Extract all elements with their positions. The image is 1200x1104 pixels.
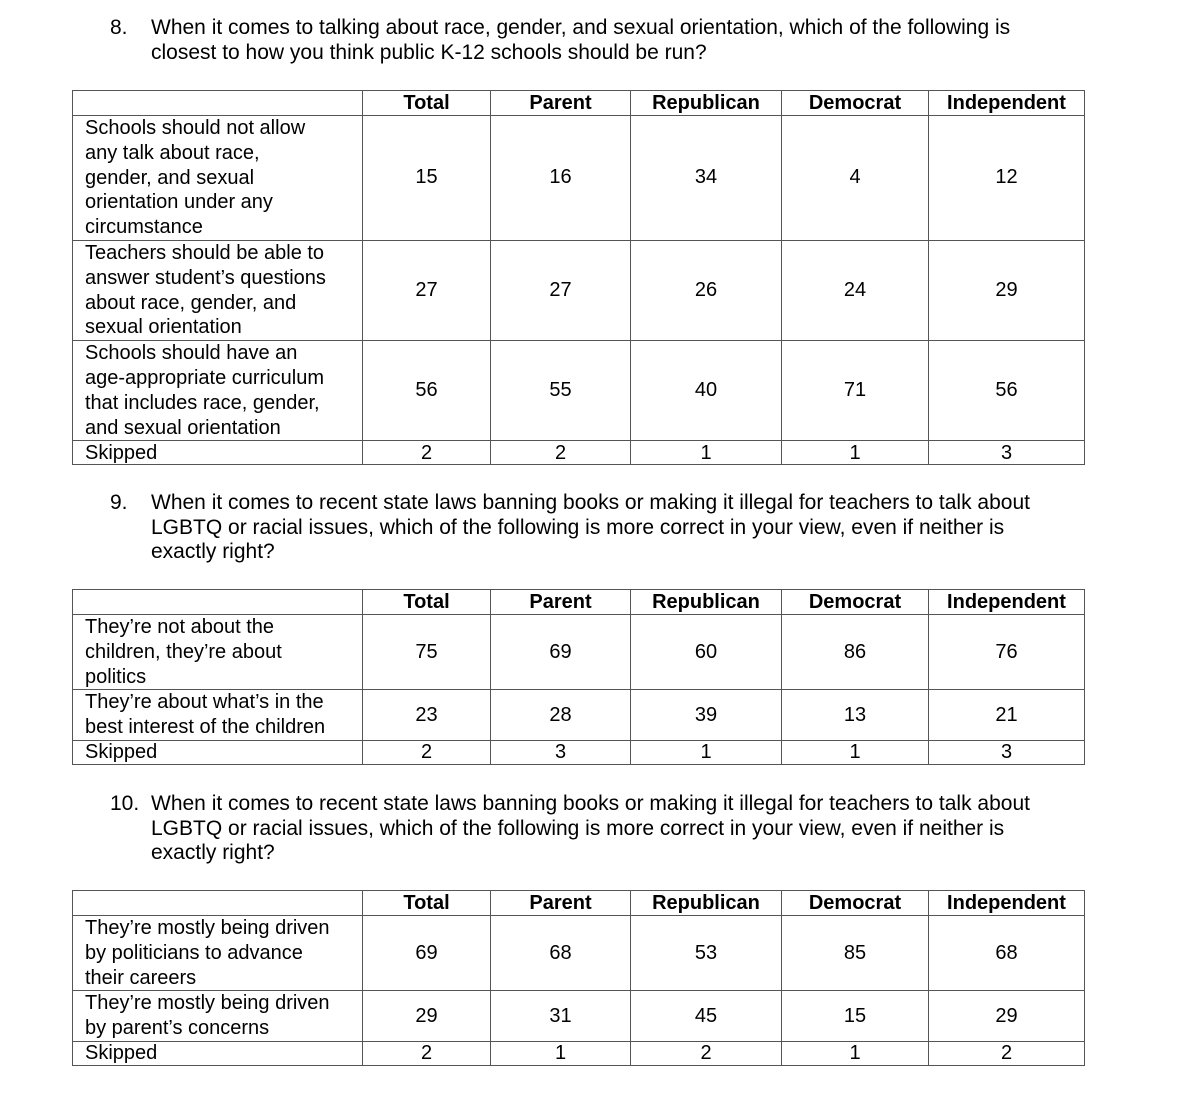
row-label — [73, 991, 363, 1042]
results-table-q8 — [72, 90, 1085, 465]
question-text-line: exactly right? — [151, 540, 275, 563]
cell-parent: 3 — [491, 740, 631, 764]
cell-total: 15 — [363, 116, 491, 241]
cell-total: 69 — [363, 916, 491, 991]
header-total: Total — [363, 891, 491, 916]
row-label — [73, 240, 363, 340]
table-row — [73, 615, 1085, 690]
label-line: circumstance — [85, 216, 203, 239]
cell-independent: 3 — [929, 441, 1085, 465]
row-label — [73, 916, 363, 991]
cell-parent: 2 — [491, 441, 631, 465]
label-line: They’re mostly being driven — [85, 992, 330, 1015]
cell-independent: 29 — [929, 991, 1085, 1042]
table-row-skipped — [73, 1041, 1085, 1065]
cell-republican: 1 — [631, 740, 782, 764]
header-republican: Republican — [631, 891, 782, 916]
cell-republican: 53 — [631, 916, 782, 991]
cell-parent: 68 — [491, 916, 631, 991]
question-9 — [110, 491, 1110, 565]
cell-republican: 45 — [631, 991, 782, 1042]
table-row — [73, 116, 1085, 241]
cell-parent: 1 — [491, 1041, 631, 1065]
label-line: about race, gender, and — [85, 291, 297, 314]
label-line: Schools should have an — [85, 342, 298, 365]
question-text-line: When it comes to recent state laws banning books or making it illegal for teachers to talk about — [151, 792, 1030, 815]
label-line: They’re about what’s in the — [85, 691, 324, 714]
cell-democrat: 71 — [782, 341, 929, 441]
table-row — [73, 690, 1085, 741]
table-header-row — [73, 891, 1085, 916]
question-text-line: LGBTQ or racial issues, which of the following is more correct in your view, even if neither is — [151, 816, 1005, 840]
header-democrat: Democrat — [782, 891, 929, 916]
label-line: their careers — [85, 966, 197, 989]
cell-total: 27 — [363, 240, 491, 340]
header-democrat: Democrat — [782, 590, 929, 615]
question-number: 8. — [110, 16, 128, 39]
label-line: sexual orientation — [85, 316, 242, 339]
cell-independent: 56 — [929, 341, 1085, 441]
label-line: answer student’s questions — [85, 266, 326, 289]
question-text-line: When it comes to recent state laws banning books or making it illegal for teachers to talk about — [151, 491, 1030, 514]
question-text-line: exactly right? — [151, 841, 275, 864]
cell-independent: 3 — [929, 740, 1085, 764]
cell-republican: 39 — [631, 690, 782, 741]
cell-total: 29 — [363, 991, 491, 1042]
question-text-line: When it comes to talking about race, gender, and sexual orientation, which of the following is — [151, 16, 1011, 39]
question-8 — [110, 16, 1110, 65]
table-row-skipped — [73, 740, 1085, 764]
cell-republican: 40 — [631, 341, 782, 441]
table-header-row — [73, 91, 1085, 116]
header-independent: Independent — [929, 891, 1085, 916]
header-empty — [73, 590, 363, 615]
question-text — [151, 16, 1110, 65]
results-table-q9 — [72, 589, 1085, 765]
cell-parent: 16 — [491, 116, 631, 241]
table-row — [73, 240, 1085, 340]
label-line: Teachers should be able to — [85, 241, 325, 264]
label-line: by politicians to advance — [85, 941, 303, 964]
cell-parent: 28 — [491, 690, 631, 741]
cell-total: 23 — [363, 690, 491, 741]
header-total: Total — [363, 91, 491, 116]
header-republican: Republican — [631, 91, 782, 116]
label-line: gender, and sexual — [85, 166, 255, 189]
cell-republican: 1 — [631, 441, 782, 465]
cell-independent: 2 — [929, 1041, 1085, 1065]
cell-parent: 55 — [491, 341, 631, 441]
label-line: best interest of the children — [85, 716, 326, 739]
cell-democrat: 15 — [782, 991, 929, 1042]
label-line: politics — [85, 665, 147, 688]
row-label — [73, 341, 363, 441]
header-republican: Republican — [631, 590, 782, 615]
label-line: Schools should not allow — [85, 117, 306, 139]
cell-independent: 21 — [929, 690, 1085, 741]
cell-total: 56 — [363, 341, 491, 441]
cell-democrat: 1 — [782, 1041, 929, 1065]
label-line: any talk about race, — [85, 141, 260, 164]
header-independent: Independent — [929, 91, 1085, 116]
cell-independent: 29 — [929, 240, 1085, 340]
cell-democrat: 24 — [782, 240, 929, 340]
cell-democrat: 13 — [782, 690, 929, 741]
label-line: children, they’re about — [85, 640, 282, 663]
header-parent: Parent — [491, 91, 631, 116]
table-row — [73, 341, 1085, 441]
cell-independent: 12 — [929, 116, 1085, 241]
cell-parent: 31 — [491, 991, 631, 1042]
cell-independent: 76 — [929, 615, 1085, 690]
cell-republican: 26 — [631, 240, 782, 340]
table-header-row — [73, 590, 1085, 615]
cell-democrat: 86 — [782, 615, 929, 690]
row-label — [73, 690, 363, 741]
row-label: Skipped — [73, 740, 363, 764]
cell-independent: 68 — [929, 916, 1085, 991]
question-text — [151, 491, 1110, 565]
question-text — [151, 792, 1110, 866]
row-label — [73, 116, 363, 241]
header-democrat: Democrat — [782, 91, 929, 116]
header-empty — [73, 91, 363, 116]
cell-total: 75 — [363, 615, 491, 690]
cell-total: 2 — [363, 1041, 491, 1065]
header-parent: Parent — [491, 590, 631, 615]
label-line: orientation under any — [85, 191, 273, 214]
header-total: Total — [363, 590, 491, 615]
row-label — [73, 615, 363, 690]
cell-democrat: 85 — [782, 916, 929, 991]
label-line: by parent’s concerns — [85, 1017, 270, 1040]
label-line: They’re not about the — [85, 616, 275, 638]
results-table-q10 — [72, 890, 1085, 1066]
cell-democrat: 4 — [782, 116, 929, 241]
row-label: Skipped — [73, 1041, 363, 1065]
cell-republican: 2 — [631, 1041, 782, 1065]
cell-parent: 69 — [491, 615, 631, 690]
question-10 — [110, 792, 1110, 866]
cell-parent: 27 — [491, 240, 631, 340]
cell-total: 2 — [363, 441, 491, 465]
header-parent: Parent — [491, 891, 631, 916]
label-line: that includes race, gender, — [85, 391, 320, 414]
question-text-line: LGBTQ or racial issues, which of the following is more correct in your view, even if neither is — [151, 515, 1005, 539]
question-number: 9. — [110, 491, 128, 514]
row-label: Skipped — [73, 441, 363, 465]
question-number: 10. — [110, 792, 140, 815]
cell-republican: 60 — [631, 615, 782, 690]
label-line: and sexual orientation — [85, 416, 281, 439]
cell-republican: 34 — [631, 116, 782, 241]
cell-democrat: 1 — [782, 740, 929, 764]
cell-democrat: 1 — [782, 441, 929, 465]
label-line: age-appropriate curriculum — [85, 366, 325, 389]
label-line: They’re mostly being driven — [85, 917, 330, 939]
question-text-line: closest to how you think public K-12 schools should be run? — [151, 40, 707, 64]
header-empty — [73, 891, 363, 916]
cell-total: 2 — [363, 740, 491, 764]
table-row — [73, 991, 1085, 1042]
header-independent: Independent — [929, 590, 1085, 615]
table-row-skipped — [73, 441, 1085, 465]
table-row — [73, 916, 1085, 991]
